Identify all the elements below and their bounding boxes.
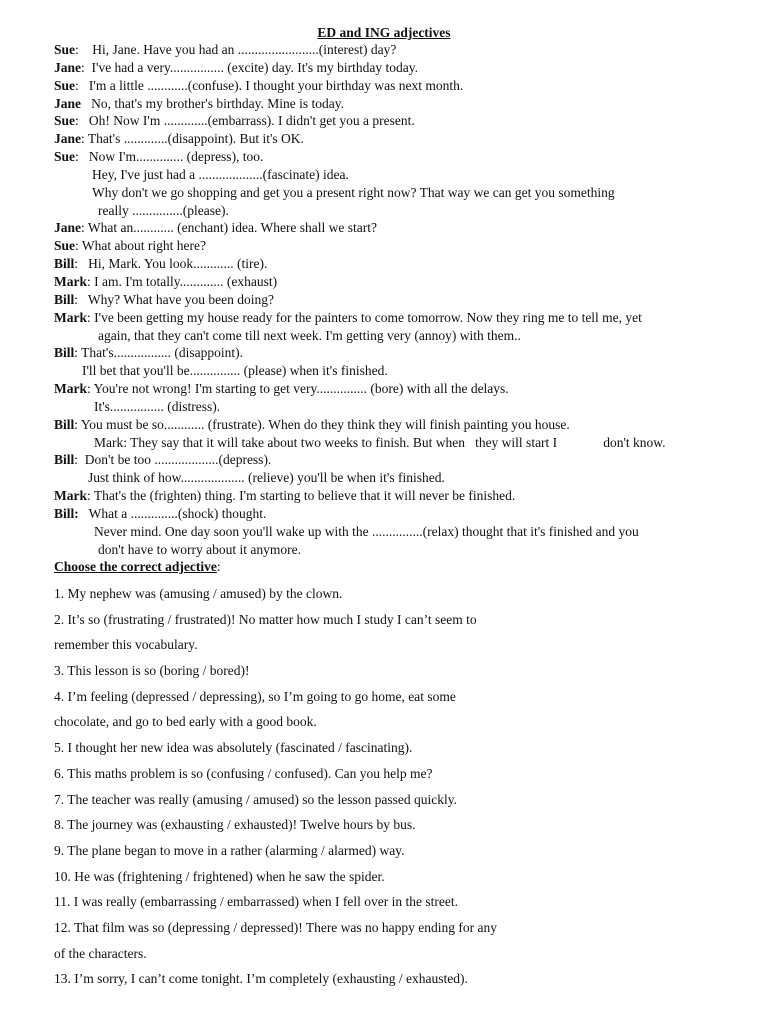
dialogue-line <box>54 184 744 202</box>
dialogue-text: What an............ (enchant) idea. Where shall we start? <box>84 220 378 236</box>
speaker-separator: : <box>74 291 79 307</box>
exercise-line: 7. The teacher was really (amusing / amused) so the lesson passed quickly. <box>54 791 458 807</box>
speaker-name: Bill <box>54 452 75 468</box>
exercise-heading-text: Choose the correct adjective <box>54 559 217 574</box>
dialogue-line <box>54 344 744 362</box>
dialogue-line <box>54 59 744 77</box>
speaker-separator: : <box>74 452 79 468</box>
dialogue-text: Why don't we go shopping and get you a present right now? That way we can get you something <box>92 184 615 200</box>
dialogue-text: I've had a very................ (excite) day. It's my birthday today. <box>84 59 419 75</box>
speaker-name: Bill <box>54 345 75 361</box>
worksheet-title: ED and ING adjectives <box>317 25 451 40</box>
exercise-heading-colon: : <box>216 559 221 574</box>
dialogue-text: Just think of how................... (relieve) you'll be when it's finished. <box>88 470 445 486</box>
exercise-line: 4. I’m feeling (depressed / depressing), so I’m going to go home, eat some <box>54 688 456 704</box>
dialogue-line <box>54 255 744 273</box>
dialogue-line <box>54 130 744 148</box>
exercise-line: chocolate, and go to bed early with a good book. <box>54 714 317 730</box>
speaker-separator: : <box>75 42 79 57</box>
dialogue-text: You're not wrong! I'm starting to get very............... (bore) with all the delays. <box>90 381 509 397</box>
dialogue-line <box>54 237 744 255</box>
dialogue-text: It's................ (distress). <box>94 398 221 414</box>
speaker-separator: : <box>74 416 79 432</box>
dialogue-text: Mark: They say that it will take about two weeks to finish. But when they will start I <box>94 434 558 450</box>
speaker-separator: : <box>75 238 79 254</box>
speaker-separator: : <box>81 131 85 147</box>
speaker-name: Bill <box>54 291 75 307</box>
dialogue-text: That's the (frighten) thing. I'm starting to believe that it will never be finished. <box>90 488 516 504</box>
speaker-name: Jane <box>54 131 81 147</box>
dialogue-line <box>54 362 744 380</box>
speaker-separator: : <box>74 345 79 361</box>
speaker-separator: : <box>81 220 85 236</box>
exercise-line: 13. I’m sorry, I can’t come tonight. I’m completely (exhausting / exhausted). <box>54 971 468 987</box>
speaker-separator: : <box>87 381 91 397</box>
exercise-line: remember this vocabulary. <box>54 637 198 653</box>
dialogue-text: Hi, Mark. You look............ (tire). <box>78 256 268 272</box>
dialogue-text: I am. I'm totally............. (exhaust) <box>90 273 278 289</box>
speaker-separator: : <box>87 273 91 289</box>
speaker-name: Mark <box>54 381 87 397</box>
speaker-name: Jane <box>54 95 81 111</box>
speaker-separator: : <box>75 113 79 129</box>
dialogue-text: Now I'm.............. (depress), too. <box>78 149 264 165</box>
dialogue-text: Hi, Jane. Have you had an ........................(interest) day? <box>78 42 397 57</box>
exercise-line: 2. It’s so (frustrating / frustrated)! No matter how much I study I can’t seem to <box>54 611 477 627</box>
dialogue-text: What a ..............(shock) thought. <box>78 505 267 521</box>
dialogue-line <box>54 487 744 505</box>
dialogue-line <box>54 77 744 95</box>
dialogue-line <box>54 273 744 291</box>
dialogue-text: No, that's my brother's birthday. Mine is today. <box>81 95 344 111</box>
exercise-line: 11. I was really (embarrassing / embarrassed) when I fell over in the street. <box>54 894 458 910</box>
exercise-line: 8. The journey was (exhausting / exhausted)! Twelve hours by bus. <box>54 817 416 833</box>
speaker-separator: : <box>74 256 79 272</box>
dialogue-text: again, that they can't come till next week. I'm getting very (annoy) with them.. <box>98 327 521 343</box>
dialogue-text: don't have to worry about it anymore. <box>98 541 302 557</box>
dialogue-line <box>54 523 744 541</box>
speaker-separator: : <box>75 149 79 165</box>
dialogue-line <box>54 451 744 469</box>
speaker-name: Sue <box>54 113 76 129</box>
dialogue-text: I'm a little ............(confuse). I thought your birthday was next month. <box>78 77 464 93</box>
dialogue-line <box>54 202 744 220</box>
dialogue-line <box>54 505 744 523</box>
speaker-separator: : <box>75 77 79 93</box>
exercise-line: 10. He was (frightening / frightened) when he saw the spider. <box>54 868 385 884</box>
dialogue-line <box>54 166 744 184</box>
exercise-line: 9. The plane began to move in a rather (alarming / alarmed) way. <box>54 842 405 858</box>
speaker-name: Bill: <box>54 505 79 521</box>
dialogue-text: Oh! Now I'm .............(embarrass). I didn't get you a present. <box>78 113 415 129</box>
dialogue-text-tail: don't know. <box>603 434 666 450</box>
speaker-separator: : <box>87 488 91 504</box>
dialogue-text: Don't be too ...................(depress). <box>78 452 272 468</box>
dialogue-line <box>54 41 744 59</box>
exercise-section <box>54 581 744 992</box>
speaker-name: Sue <box>54 77 76 93</box>
dialogue-text: That's .............(disappoint). But it's OK. <box>84 131 304 147</box>
speaker-name: Bill <box>54 416 75 432</box>
dialogue-text: You must be so............ (frustrate). When do they think they will finish painting you house. <box>78 416 570 432</box>
dialogue-line <box>54 291 744 309</box>
speaker-name: Bill <box>54 256 75 272</box>
exercise-line: 3. This lesson is so (boring / bored)! <box>54 663 250 679</box>
exercise-line: 1. My nephew was (amusing / amused) by the clown. <box>54 586 343 601</box>
dialogue-line <box>54 469 744 487</box>
exercise-line: 6. This maths problem is so (confusing / confused). Can you help me? <box>54 765 433 781</box>
exercise-line: 5. I thought her new idea was absolutely (fascinated / fascinating). <box>54 740 413 756</box>
dialogue-line <box>54 327 744 345</box>
speaker-name: Mark <box>54 273 87 289</box>
dialogue-text: I'll bet that you'll be............... (please) when it's finished. <box>82 363 388 379</box>
dialogue-text: Hey, I've just had a ...................(fascinate) idea. <box>92 166 349 182</box>
speaker-name: Sue <box>54 238 76 254</box>
speaker-name: Sue <box>54 42 76 57</box>
exercise-line: of the characters. <box>54 945 147 961</box>
dialogue-text: Why? What have you been doing? <box>78 291 274 307</box>
speaker-separator: : <box>81 59 85 75</box>
dialogue-text: What about right here? <box>78 238 206 254</box>
dialogue-text: Never mind. One day soon you'll wake up with the ...............(relax) thought that it's finished and you <box>94 523 639 539</box>
exercise-heading <box>54 559 221 575</box>
dialogue-line <box>54 112 744 130</box>
speaker-name: Mark <box>54 309 87 325</box>
dialogue-text: I've been getting my house ready for the painters to come tomorrow. Now they ring me to tell me, yet <box>90 309 642 325</box>
speaker-name: Mark <box>54 488 87 504</box>
exercise-line: 12. That film was so (depressing / depressed)! There was no happy ending for any <box>54 919 498 935</box>
dialogue-section <box>54 41 744 558</box>
dialogue-text: That's................. (disappoint). <box>78 345 243 361</box>
speaker-name: Jane <box>54 59 81 75</box>
dialogue-line <box>54 434 744 452</box>
dialogue-line <box>54 380 744 398</box>
dialogue-text: really ...............(please). <box>98 202 229 218</box>
speaker-name: Jane <box>54 220 81 236</box>
dialogue-line <box>54 541 744 559</box>
speaker-separator: : <box>87 309 91 325</box>
speaker-name: Sue <box>54 149 76 165</box>
dialogue-line <box>54 95 744 113</box>
dialogue-line <box>54 148 744 166</box>
dialogue-line <box>54 416 744 434</box>
dialogue-line <box>54 398 744 416</box>
dialogue-line <box>54 219 744 237</box>
dialogue-line <box>54 309 744 327</box>
